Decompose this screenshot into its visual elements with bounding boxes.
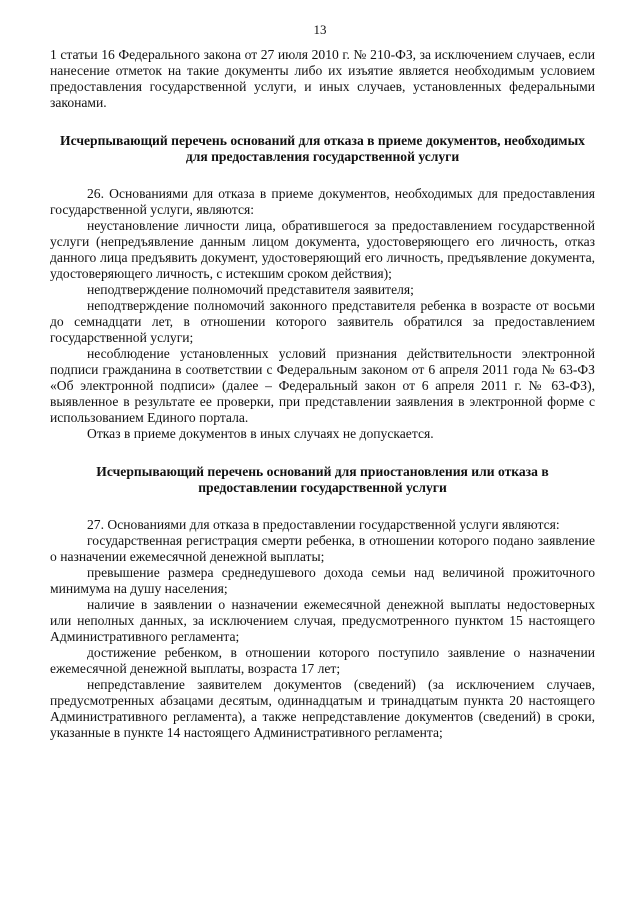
list-item: наличие в заявлении о назначении ежемесячной денежной выплаты недостоверных или неполных данных, за исключением случая, предусмотренного пунктом 15 настоящего Административного регламента; [50,597,595,644]
list-item: непредставление заявителем документов (сведений) (за исключением случаев, предусмотренных абзацами десятым, одиннадцатым и тринадцатым пункта 20 настоящего Административного регламента), а также непредставление документов (сведений) в сроки, указанные в пункте 14 настоящего Административного регламента; [50,677,595,740]
section-heading-suspension-refusal: Исчерпывающий перечень оснований для приостановления или отказа в предоставлении государственной услуги [96,464,549,495]
list-item: неподтверждение полномочий законного представителя ребенка в возрасте от восьми до семнадцати лет, в отношении которого заявитель обратился за предоставлением государственной услуги; [50,298,595,345]
page-number: 13 [313,22,327,37]
list-item: неподтверждение полномочий представителя заявителя; [87,282,414,297]
document-body [50,47,595,741]
list-item: государственная регистрация смерти ребенка, в отношении которого подано заявление о назначении ежемесячной денежной выплаты; [50,533,595,564]
paragraph-27-lead: 27. Основаниями для отказа в предоставлении государственной услуги являются: [87,517,560,532]
paragraph-26-lead: 26. Основаниями для отказа в приеме документов, необходимых для предоставления государственной услуги, являются: [50,186,595,217]
list-item: Отказ в приеме документов в иных случаях не допускается. [87,426,434,441]
list-item: неустановление личности лица, обратившегося за предоставлением государственной услуги (непредъявление данным лицом документа, удостоверяющего его личность, отказ данного лица предъявить документ, удостоверяющий его личность, предъявление документа, удостоверяющего личность, с истекшим сроком действия); [50,218,595,281]
list-item: несоблюдение установленных условий признания действительности электронной подписи гражданина в соответствии с Федеральным законом от 6 апреля 2011 года № 63-ФЗ «Об электронной подписи» (далее – Федеральный закон от 6 апреля 2011 г. № 63-ФЗ), выявленное в результате ее проверки, при представлении заявления в электронной форме с использованием Единого портала. [50,346,595,425]
list-item: достижение ребенком, в отношении которого поступило заявление о назначении ежемесячной денежной выплаты, возраста 17 лет; [50,645,595,676]
list-item: превышение размера среднедушевого дохода семьи над величиной прожиточного минимума на душу населения; [50,565,595,596]
intro-paragraph: 1 статьи 16 Федерального закона от 27 июля 2010 г. № 210-ФЗ, за исключением случаев, если нанесение отметок на такие документы либо их изъятие является необходимым условием предоставления государственной услуги, и иных случаев, установленных федеральными законами. [50,47,595,110]
section-heading-refusal-documents: Исчерпывающий перечень оснований для отказа в приеме документов, необходимых для предоставления государственной услуги [60,133,585,164]
